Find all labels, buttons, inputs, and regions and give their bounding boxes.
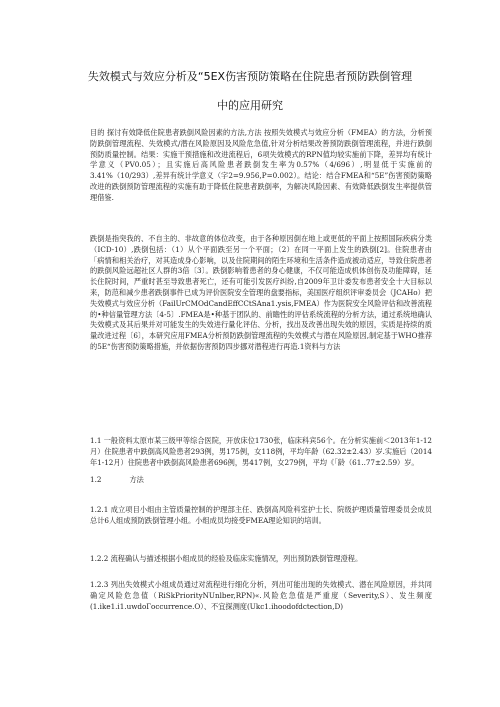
section-1-2-1-paragraph: 1.2.1 成立项目小组由主管质量控制的护理部主任、跌倒高风险科室护士长、院级护理质量管理委员会成员总计6人组成预防跌倒管理小组。小组成员均接受FMEA理论知识的培训。 [90, 505, 432, 525]
section-number: 1.2 [90, 475, 102, 484]
article-title-line1: 失效模式与效应分析及“5EX伤害预防策略在住院患者预防跌倒管理 [87, 70, 413, 83]
section-1-2-3-paragraph: 1.2.3 列出失效模式小组成员通过对流程进行细化分析，列出可能出现的失效模式、潜在风险原因，并共同确定风险危急值（RiSkPriorityNUnlber,RPN)«.风险危急值是严重度（Severity,S）、发生频度(1.ike1.i1.uwdoГoccurrence.O）、不宜探测度(Ukc1.ihoodofdctection,D) [90, 580, 432, 611]
abstract-paragraph: 目的 探讨有效降低住院患者跌倒风险因素的方法,方法 按照失效模式与效应分析（FMEA）的方法，分析预防跌倒管理流程、失效模式/潜在风险原因及风险危急值,针对分析结果改善预防跌倒管理流程，并进行跌倒预防质量控制。结果：实施干预措施和改进流程后，6项失效模式的RPN值均较实施前下降，差异均有统计学意义（PV0.05）；且实施后高风险患者跌倒发生率为0.57%（4/696）,明显低于实施前的3.41%（10/293）,差异有统计学意义（字2=9.956,P=0.002）。结论：结合FMEA和“5E”伤害预防策略改进的跌倒预防管理流程的实施有助于降低住院患者跌倒率，为解决风险因素、有效降低跌倒发生率提供管理借鉴. [90, 128, 432, 202]
article-title-line2: 中的应用研究 [217, 99, 283, 112]
section-1-1-paragraph: 1.1 一般资料太原市某三级甲等综合医院，开放床位1730张，临床科宾56个。在分析实施前＜2013年1-12月）住院患者中跌倒高风险患者293例，男175例，女118例，平均年龄（62.32±2.43）岁.实施后（2014年1-12月）住院患者中跌倒高风险患者696例，男417例，女279例，平均《「龄（61..77±2.59）岁。 [90, 436, 432, 467]
section-heading-text: 方法 [129, 475, 144, 484]
introduction-paragraph: 跌倒是指突我的、不自主的、非故意的体位改变，由于各种原因倒在地上或更低的平面上按照国际疾病分类（ICD-10）,跌倒包括：（1）从个平面跌至另一个平面；（2）在同一平面上发生的跌倒[2]。住院患者由「病情和相关治疗，对其造成身心影响，以及住院期间的陌生环境和生活条件造成被动适应，导致住院患者的跌倒风险远超社区人群的3倍〔3〕。跌倒影响着患者的身心健康，不仅可能造成机体创伤及功能障碍，延长住院时间，严重时甚至导致患者死亡，还有可能引发医疗纠纷,自2009年卫计委发布患者安全十大目标以来，防范和减少患者跌倒事件已成为评价医院安全管理的盘要指标，美国医疗组织评审委员会（JCAHo）把失效模式与效应分析（FailUrCMOdCandEffCCtSAna1.ysis,FMEA）作为医院安全风险评估和改善流程的•种信量管理方法〔4-5〕.FMEA是•种基于团队的、前瞻性的评估系统流程的分析方法，通过系统地确认失效模式及其后果并对可能发生的失效进行量化评估、分析，找出及改善出现失效的原因，实质是持续的质量改进过程〔6〕，本研究应用FMEA分析预防跌倒管理流程的失效模式与潜在风险原因,制定基于WHO推荐的5E“伤害预防策略措施，并依据伤害预防四步挪对潜程进行再造.1资料与方法 [90, 234, 432, 351]
section-1-2-heading [90, 475, 144, 485]
section-1-2-2-paragraph: 1.2.2 流程确认与描述根据小组成员的经验及临床实施情况，列出预防跌倒管理澄程。 [90, 554, 363, 563]
